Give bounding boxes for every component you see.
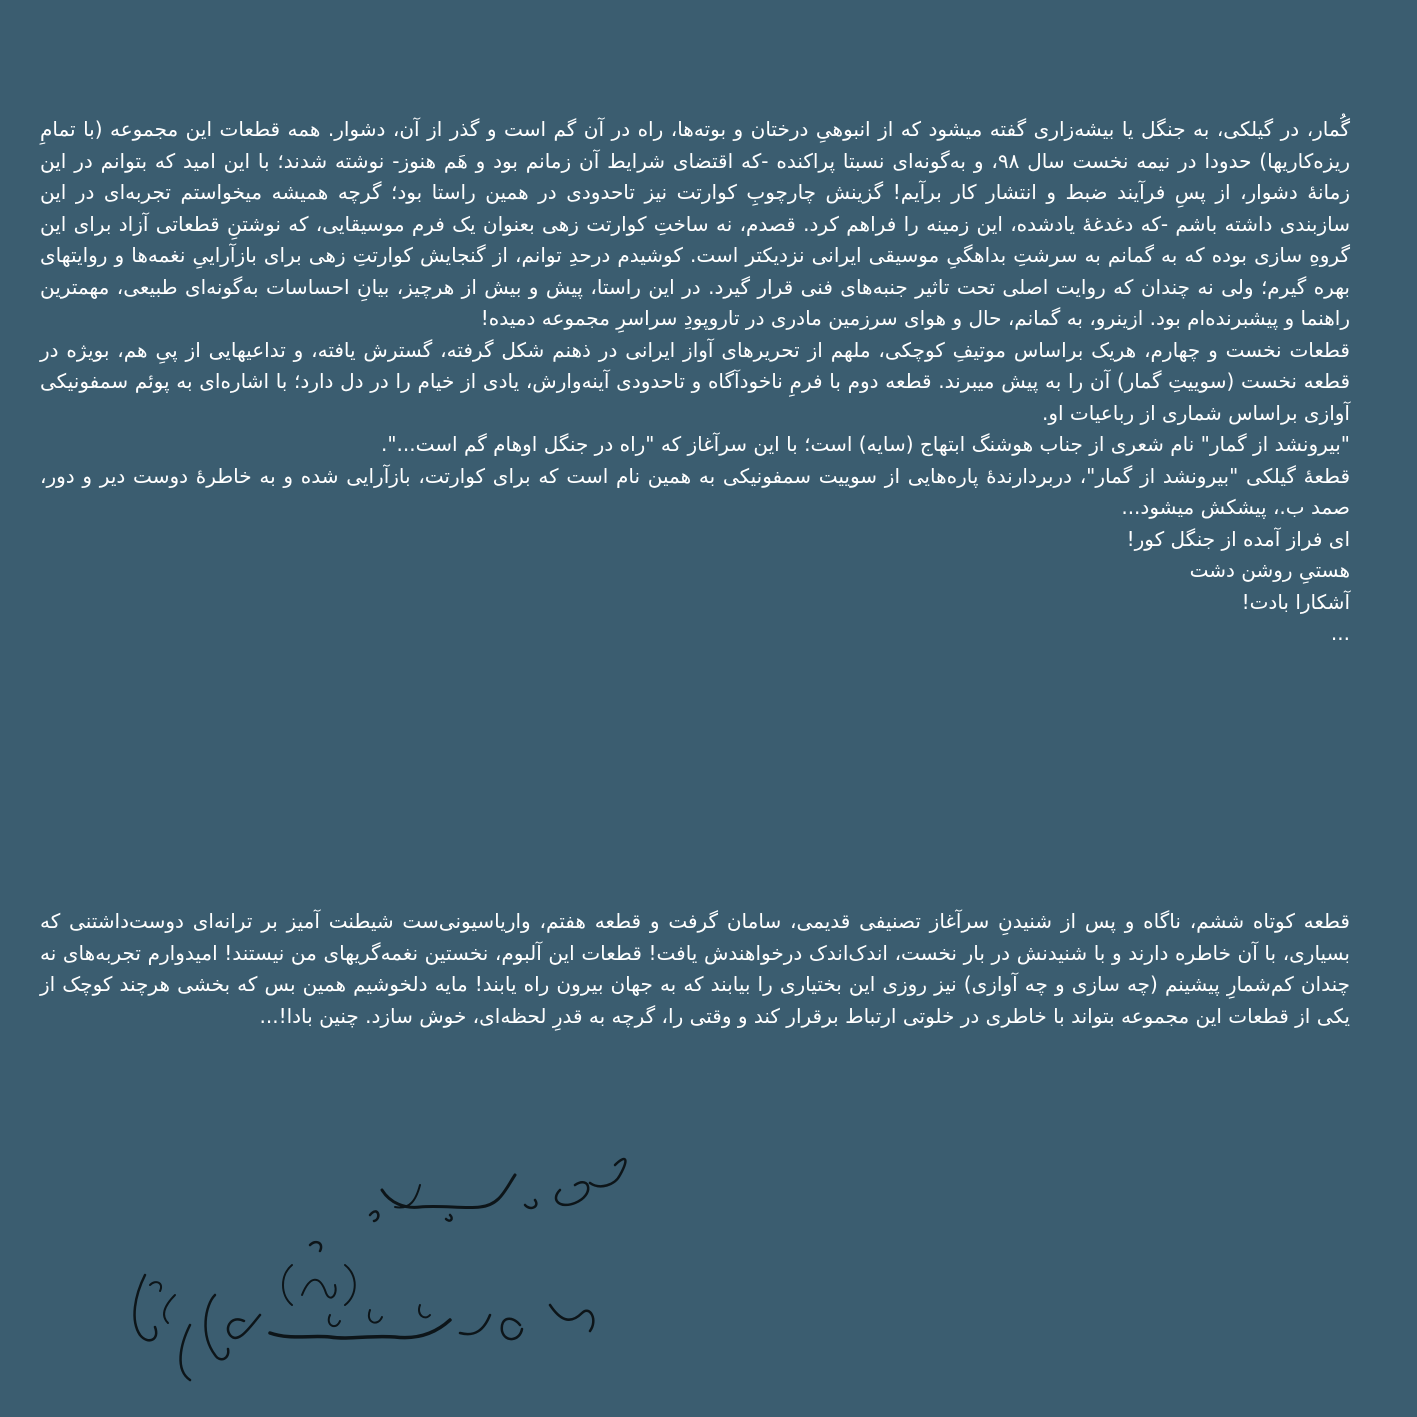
paragraph-poem-source: "بیرونشد از گمار" نام شعری از جناب هوشنگ ابتهاج (سایه) است؛ با این سرآغاز که "راه در جنگل اوهام گم است...". bbox=[381, 432, 1350, 456]
poem-line: ای فراز آمده از جنگل کور! bbox=[1126, 526, 1350, 551]
paragraph-intro: گُمار، در گیلکی، به جنگل یا بیشه‌زاری گفته میشود که از انبوهیِ درختان و بوته‌ها، راه در آن گم است و گذر از آن، دشوار. همه قطعات این مجموعه (با تمامِ ریزه‌کاریها) حدودا در نیمه نخست سال ۹۸، و به‌گونه‌ای نسبتا پراکنده -که اقتضای شرایط آن زمانم بود و هَم هنوز- نوشته شدند؛ با این امید که بتوانم در این زمانهٔ دشوار، از پسِ فرآیند ضبط و انتشار کار برآیم! گزینش چارچوبِ کوارتت نیز تاحدودی در همین راستا بود؛ گرچه همیشه میخواستم تجربه‌ای در این سازبندی داشته باشم -که دغدغهٔ یادشده، این زمینه را فراهم کرد. قصدم، نه ساختِ کوارتت زهی بعنوان یک فرم موسیقایی، که نوشتنِ قطعاتی آزاد برای این گروهِ سازی بوده که به گمانم به سرشتِ بداهگیِ موسیقی ایرانی نزدیکتر است. کوشیدم درحدِ توانم، از گنجایش کوارتتِ زهی برای بازآراییِ نغمه‌ها و روایتهای بهره گیرم؛ ولی نه چندان که روایت اصلی تحت تاثیر جنبه‌های فنی قرار گیرد. در این راستا، پیش و بیش از هرچیز، بیانِ احساسات به‌گونه‌ای طبیعی، مهمترین راهنما و پیشبرنده‌ام بود. ازینرو، به گمانم، حال و هوای سرزمین مادری در تاروپودِ سراسرِ مجموعه دمیده! bbox=[40, 117, 1350, 330]
paragraph-pieces: قطعات نخست و چهارم، هریک براساس موتیفِ کوچکی، ملهم از تحریرهای آواز ایرانی در ذهنم شکل گرفته، گسترش یافته، و تداعیهایی از پیِ هم، بویژه در قطعه نخست (سوییتِ گمار) آن را به پیش میبرند. قطعه دوم با فرمِ ناخودآگاه و تاحدودی آینه‌وارش، یادی از خیام را در دل دارد؛ با اشاره‌ای به پوئم سمفونیکی آوازی براساس شماری از رباعیات او. bbox=[40, 337, 1350, 425]
paragraph-dedication: قطعهٔ گیلکی "بیرونشد از گمار"، دربردارندهٔ پاره‌هایی از سوییت سمفونیکی به همین نام است که برای کوارتت، بازآرایی شده و به خاطرهٔ دوست دیر و دور، صمد ب.، پیشکش میشود... bbox=[40, 463, 1350, 519]
poem-excerpt bbox=[40, 524, 1350, 650]
poem-line: هستیِ روشن دشت bbox=[1189, 558, 1350, 582]
poem-line: آشکارا بادت! bbox=[1241, 589, 1350, 614]
poem-ellipsis: ... bbox=[1330, 621, 1350, 645]
signature-strokes bbox=[120, 1145, 660, 1395]
document-body-closing bbox=[40, 906, 1350, 1032]
document-body bbox=[40, 114, 1350, 650]
paragraph-closing: قطعه کوتاه ششم، ناگاه و پس از شنیدنِ سرآغاز تصنیفی قدیمی، سامان گرفت و قطعه هفتم، واریاسیونی‌ست شیطنت آمیز بر ترانه‌ای دوست‌داشتنی که بسیاری، با آن خاطره دارند و با شنیدنش در بار نخست، اندک‌اندک درخواهندش یافت! قطعات این آلبوم، نخستین نغمه‌گریهای من نیستند! امیدوارم تجربه‌های نه چندان کم‌شمارِ پیشینم (چه سازی و چه آوازی) نیز روزی این بختیاری را بیابند که به جهان بیرون راه یابند! مایه دلخوشیم همین بس که بخشی هرچند کوچک از یکی از قطعات این مجموعه بتواند با خاطری در خلوتی ارتباط برقرار کند و وقتی را، گرچه به قدرِ لحظه‌ای، خوش سازد. چنین بادا!... bbox=[40, 909, 1350, 1028]
handwritten-signature bbox=[120, 1145, 660, 1395]
